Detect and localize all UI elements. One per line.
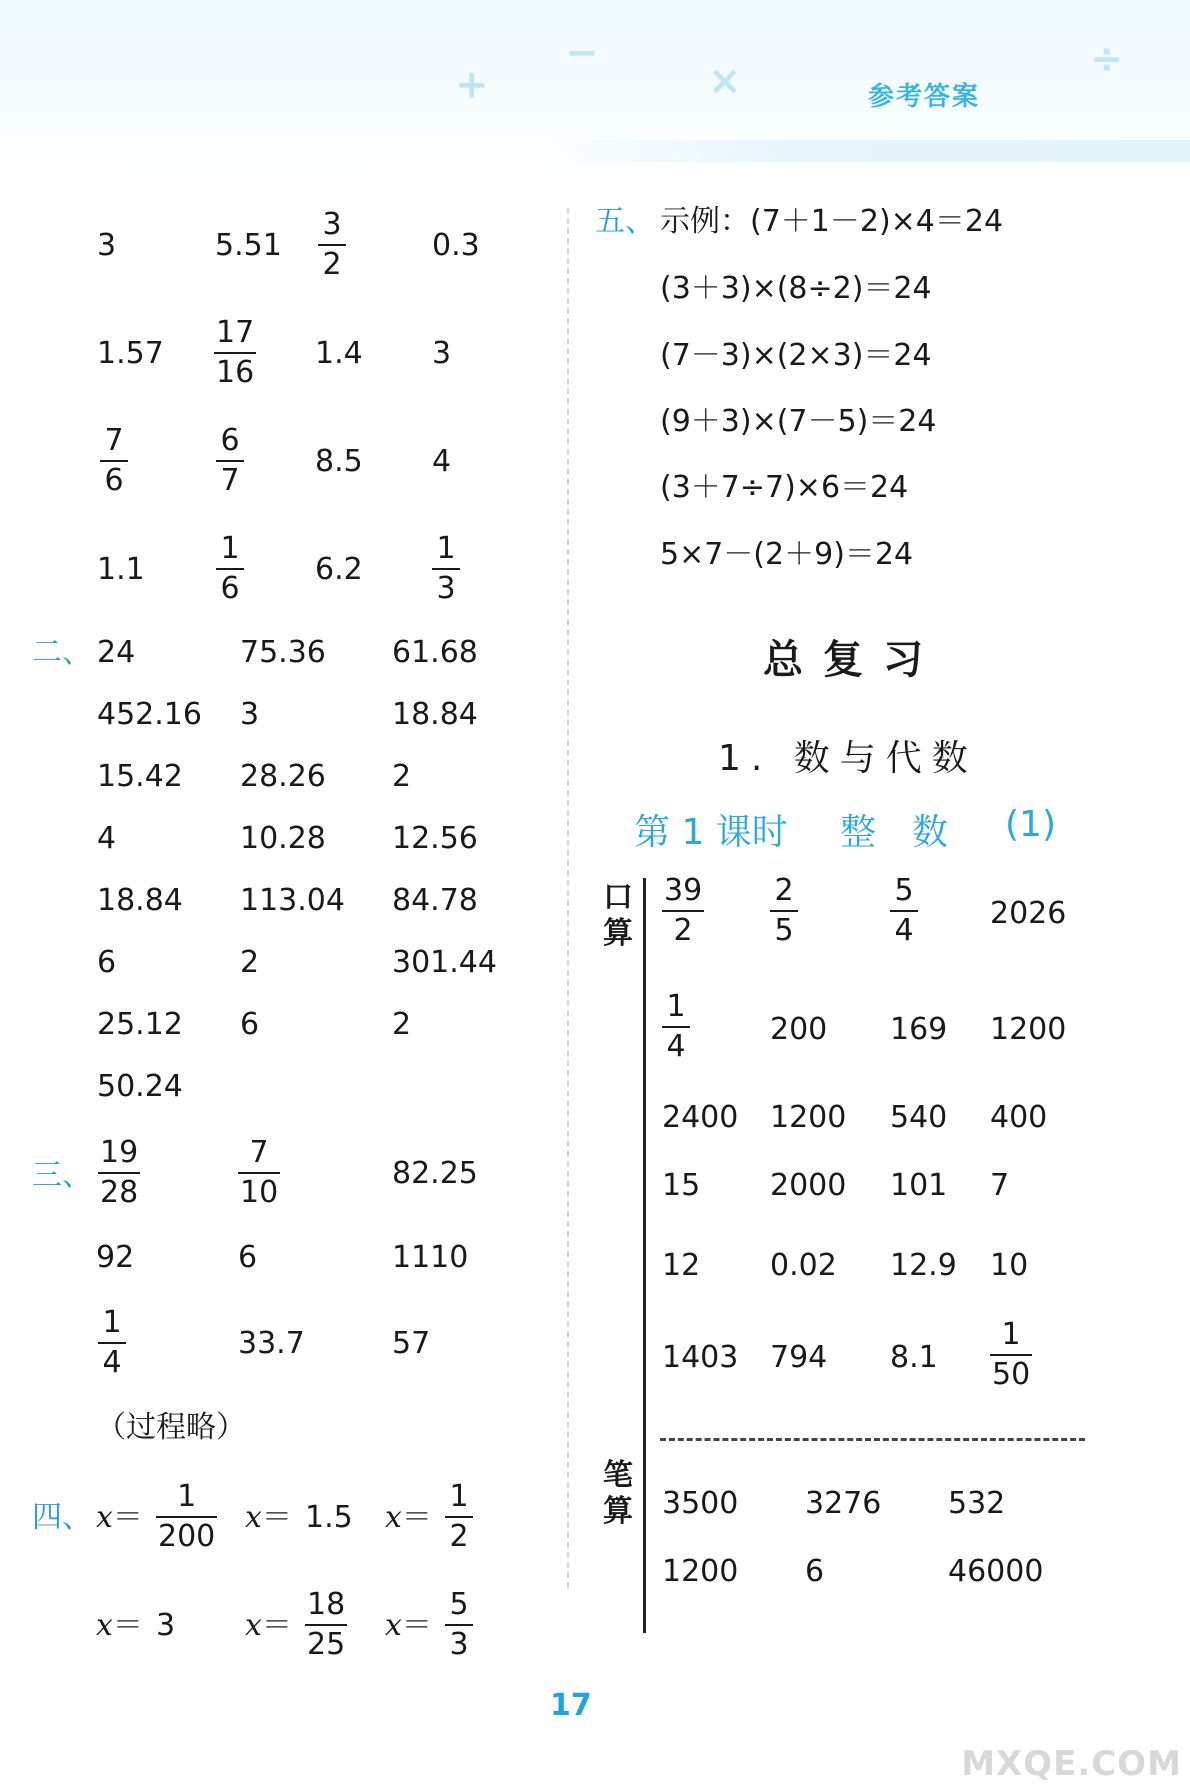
- answer-cell: 3500: [662, 1486, 739, 1521]
- answer-cell: 169: [890, 1012, 948, 1047]
- denominator: 28: [100, 1175, 139, 1210]
- answer-cell: 6: [240, 1007, 260, 1042]
- numerator: 1: [102, 1305, 122, 1340]
- equation-lhs: [96, 1500, 143, 1536]
- answer-cell: 84.78: [392, 883, 478, 918]
- equals-sign: ＝: [112, 1608, 143, 1643]
- answer-cell: 101: [890, 1168, 948, 1203]
- answer-cell: 75.36: [240, 635, 326, 670]
- denominator: 7: [220, 463, 240, 498]
- denominator: 6: [104, 463, 124, 498]
- denominator: 50: [992, 1357, 1031, 1392]
- expression-line: (3＋7÷7)×6＝24: [660, 470, 909, 505]
- equals-sign: ＝: [112, 1500, 143, 1535]
- denominator: 2: [322, 247, 342, 282]
- answer-cell: 301.44: [392, 945, 497, 980]
- answer-cell: [990, 1316, 1032, 1394]
- chapter-subtitle: 1. 数与代数: [718, 738, 978, 779]
- answer-cell: 25.12: [97, 1007, 183, 1042]
- denominator: 2: [673, 913, 693, 948]
- answer-cell: 28.26: [240, 759, 326, 794]
- variable-x: x: [385, 1500, 402, 1535]
- denominator: 16: [216, 355, 255, 390]
- lesson-topic: 整 数: [840, 812, 949, 853]
- denominator: 10: [240, 1175, 279, 1210]
- denominator: 25: [307, 1627, 346, 1662]
- expression-line: 5×7－(2＋9)＝24: [660, 537, 914, 572]
- answer-cell: 10.28: [240, 821, 326, 856]
- answer-cell: 1110: [392, 1240, 469, 1275]
- answer-cell: 18.84: [97, 883, 183, 918]
- oral-calc-label: [600, 880, 636, 952]
- answer-cell: 10: [990, 1248, 1029, 1283]
- denominator: 4: [894, 913, 914, 948]
- answer-cell: [662, 988, 690, 1066]
- denominator: 6: [220, 571, 240, 606]
- answer-cell: 3: [432, 336, 452, 371]
- answer-cell: 33.7: [238, 1326, 305, 1361]
- answer-cell: 12.56: [392, 821, 478, 856]
- answer-cell: 540: [890, 1100, 948, 1135]
- answer-cell: 452.16: [97, 697, 202, 732]
- answer-cell: [98, 1134, 140, 1212]
- answer-cell: 2026: [990, 896, 1067, 931]
- answer-cell: 2: [392, 1007, 412, 1042]
- answer-cell: 6: [97, 945, 117, 980]
- answer-cell: 6.2: [315, 552, 363, 587]
- answer-cell: 57: [392, 1326, 431, 1361]
- answer-cell: 8.5: [315, 444, 363, 479]
- equation-lhs: [245, 1608, 292, 1644]
- denominator: 5: [774, 913, 794, 948]
- numerator: 5: [449, 1587, 469, 1622]
- written-calc-label: [600, 1458, 636, 1530]
- plus-icon: +: [455, 62, 489, 108]
- equals-sign: ＝: [401, 1500, 432, 1535]
- answer-cell: 18.84: [392, 697, 478, 732]
- page-header-title: 参考答案: [868, 82, 981, 112]
- label-char: 笔: [603, 1458, 633, 1493]
- numerator: 2: [774, 873, 794, 908]
- column-divider: [567, 208, 569, 1588]
- numerator: 1: [449, 1479, 469, 1514]
- answer-cell: 1.1: [97, 552, 145, 587]
- numerator: 1: [220, 531, 240, 566]
- numerator: 3: [322, 207, 342, 242]
- answer-cell: 6: [238, 1240, 258, 1275]
- equals-sign: ＝: [401, 1608, 432, 1643]
- equation-lhs: [96, 1608, 143, 1644]
- equation-value: [305, 1586, 347, 1664]
- answer-cell: 4: [432, 444, 452, 479]
- equation-value: 3: [156, 1608, 176, 1643]
- equation-value: [156, 1478, 217, 1556]
- answer-cell: 3: [240, 697, 260, 732]
- answer-cell: 1200: [662, 1554, 739, 1589]
- answer-cell: 0.02: [770, 1248, 837, 1283]
- variable-x: x: [96, 1608, 113, 1643]
- answer-cell: 15: [662, 1168, 701, 1203]
- equals-sign: ＝: [261, 1608, 292, 1643]
- answer-cell: 1403: [662, 1340, 739, 1375]
- answer-cell: 1200: [990, 1012, 1067, 1047]
- answer-cell: [216, 422, 244, 500]
- section-4-label: 四、: [32, 1500, 92, 1535]
- answer-cell: 24: [97, 635, 136, 670]
- section-2-label: 二、: [32, 635, 92, 670]
- denominator: 4: [102, 1345, 122, 1380]
- variable-x: x: [385, 1608, 402, 1643]
- numerator: 6: [220, 423, 240, 458]
- answer-cell: [890, 872, 918, 950]
- denominator: 3: [449, 1627, 469, 1662]
- equation-lhs: [245, 1500, 292, 1536]
- times-icon: ×: [708, 58, 742, 104]
- lesson-name: 第 1 课时: [634, 812, 788, 853]
- numerator: 7: [249, 1135, 269, 1170]
- answer-cell: 4: [97, 821, 117, 856]
- expression-line: (3＋3)×(8÷2)＝24: [660, 271, 932, 306]
- answer-cell: 50.24: [97, 1069, 183, 1104]
- answer-cell: [238, 1134, 280, 1212]
- answer-cell: 113.04: [240, 883, 345, 918]
- label-char: 算: [603, 1494, 633, 1529]
- expression-line: (7－3)×(2×3)＝24: [660, 338, 932, 373]
- denominator: 3: [436, 571, 456, 606]
- numerator: 1: [1001, 1317, 1021, 1352]
- page-number: 17: [550, 1688, 592, 1723]
- answer-cell: 15.42: [97, 759, 183, 794]
- minus-icon: −: [565, 30, 599, 76]
- answer-cell: 7: [990, 1168, 1010, 1203]
- denominator: 4: [666, 1029, 686, 1064]
- answer-cell: 5.51: [215, 228, 282, 263]
- answer-cell: [100, 422, 128, 500]
- equals-sign: ＝: [261, 1500, 292, 1535]
- review-title: 总复习: [763, 637, 943, 683]
- denominator: 200: [158, 1519, 216, 1554]
- label-char: 口: [603, 880, 633, 915]
- section-5-label: 五、: [595, 204, 655, 239]
- process-omitted-note: （过程略）: [96, 1410, 246, 1445]
- answer-cell: 1200: [770, 1100, 847, 1135]
- numerator: 17: [216, 315, 255, 350]
- answer-cell: [432, 530, 460, 608]
- expression-line: 示例：(7＋1－2)×4＝24: [660, 204, 1004, 239]
- answer-cell: [214, 314, 256, 392]
- answer-cell: 12: [662, 1248, 701, 1283]
- answer-cell: 61.68: [392, 635, 478, 670]
- answer-cell: [318, 206, 346, 284]
- answer-cell: [98, 1304, 126, 1382]
- answer-cell: 82.25: [392, 1156, 478, 1191]
- answer-cell: 92: [96, 1240, 135, 1275]
- numerator: 7: [104, 423, 124, 458]
- numerator: 1: [436, 531, 456, 566]
- variable-x: x: [245, 1500, 262, 1535]
- denominator: 2: [449, 1519, 469, 1554]
- answer-cell: 400: [990, 1100, 1048, 1135]
- answer-cell: 46000: [948, 1554, 1044, 1589]
- numerator: 1: [666, 989, 686, 1024]
- answer-cell: [770, 872, 798, 950]
- watermark: MXQE.COM: [961, 1744, 1182, 1784]
- divide-icon: ÷: [1090, 36, 1124, 82]
- label-char: 算: [603, 916, 633, 951]
- expression-line: (9＋3)×(7－5)＝24: [660, 404, 937, 439]
- answer-cell: 1.4: [315, 336, 363, 371]
- equation-lhs: [385, 1500, 432, 1536]
- answer-cell: 3276: [805, 1486, 882, 1521]
- variable-x: x: [245, 1608, 262, 1643]
- section-3-label: 三、: [32, 1158, 92, 1193]
- numerator: 18: [307, 1587, 346, 1622]
- answer-cell: 8.1: [890, 1340, 938, 1375]
- numerator: 19: [100, 1135, 139, 1170]
- equation-lhs: [385, 1608, 432, 1644]
- equation-value: [445, 1478, 473, 1556]
- variable-x: x: [96, 1500, 113, 1535]
- answer-cell: 2400: [662, 1100, 739, 1135]
- numerator: 39: [664, 873, 703, 908]
- answer-cell: [216, 530, 244, 608]
- answer-cell: 532: [948, 1486, 1006, 1521]
- numerator: 5: [894, 873, 914, 908]
- numerator: 1: [177, 1479, 197, 1514]
- answer-cell: 6: [805, 1554, 825, 1589]
- answer-cell: 2: [392, 759, 412, 794]
- equation-value: 1.5: [305, 1500, 353, 1535]
- answer-cell: 1.57: [97, 336, 164, 371]
- answer-cell: 794: [770, 1340, 828, 1375]
- header-stripe: [540, 140, 1190, 162]
- answer-grid-rule: [643, 878, 646, 1633]
- answer-cell: 200: [770, 1012, 828, 1047]
- answer-cell: 2: [240, 945, 260, 980]
- lesson-number: (1): [1005, 804, 1056, 845]
- answer-cell: 2000: [770, 1168, 847, 1203]
- answer-cell: 12.9: [890, 1248, 957, 1283]
- section-separator: [660, 1438, 1085, 1441]
- answer-cell: [662, 872, 704, 950]
- equation-value: [445, 1586, 473, 1664]
- answer-cell: 0.3: [432, 228, 480, 263]
- answer-cell: 3: [97, 228, 117, 263]
